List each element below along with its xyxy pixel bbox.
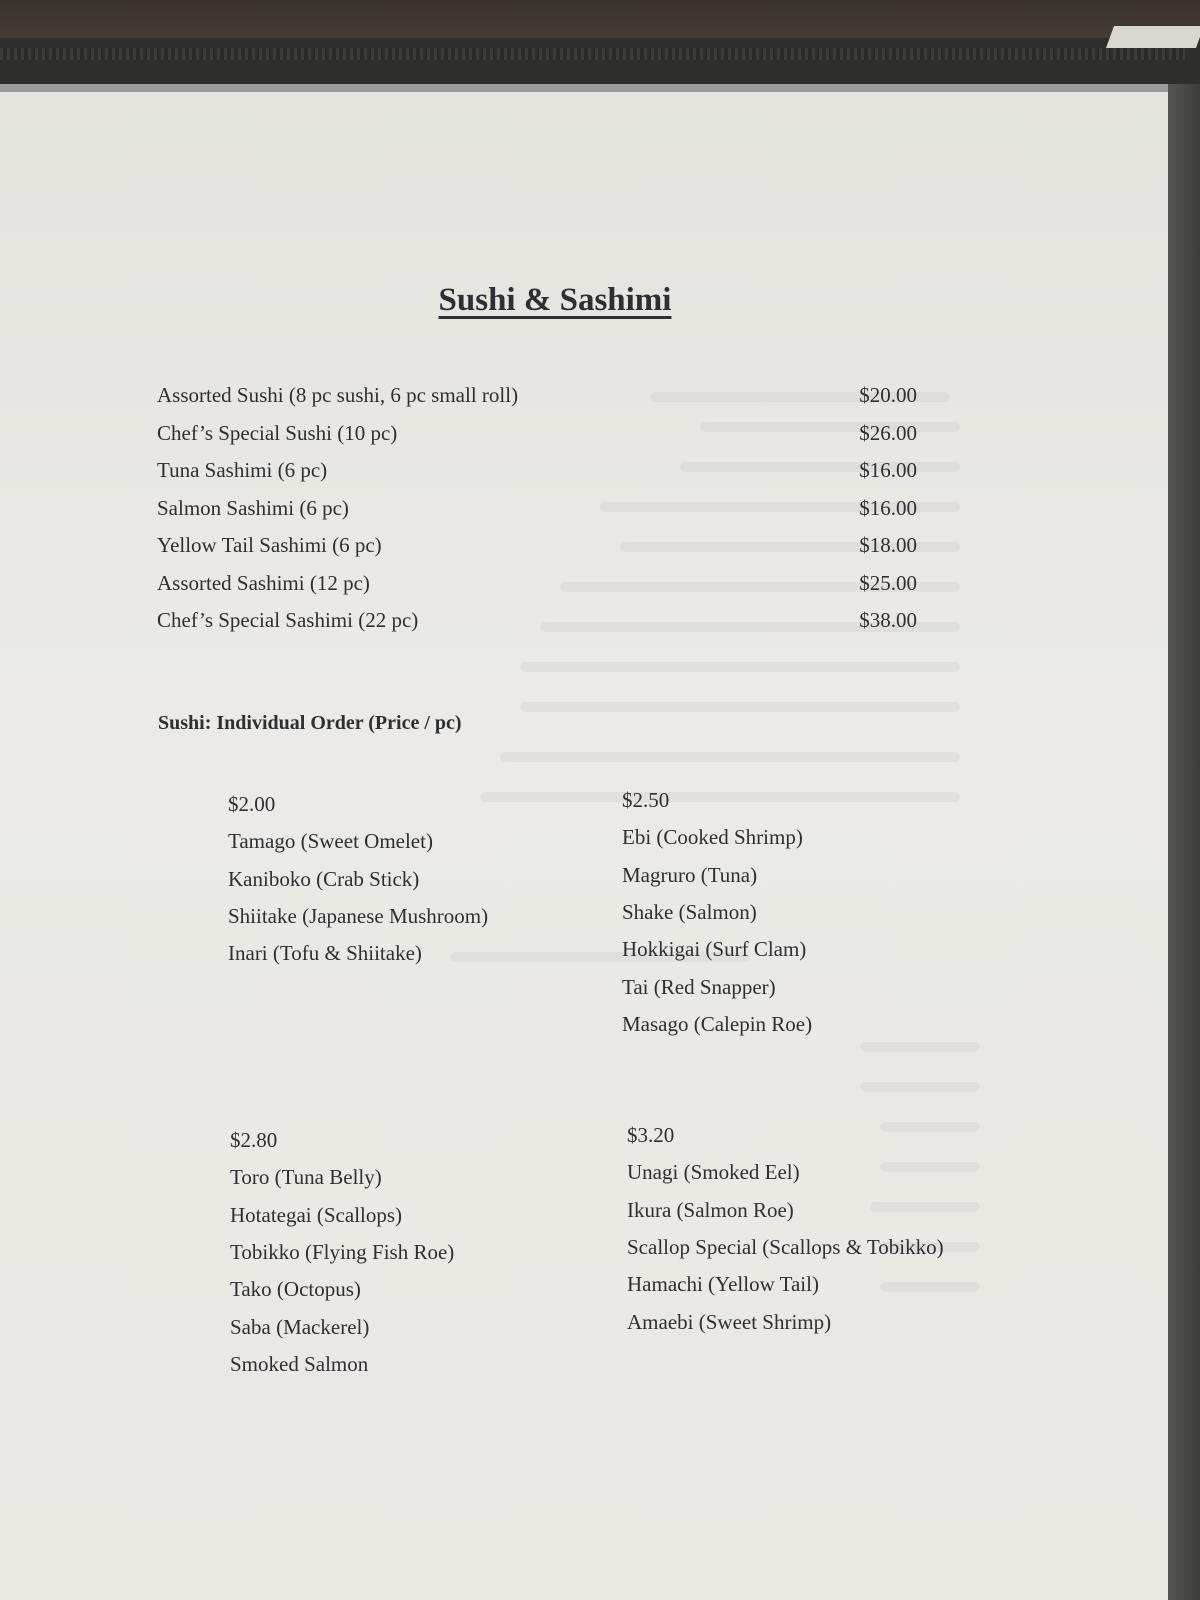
combo-price: $18.00 — [859, 533, 917, 558]
combo-price: $16.00 — [859, 495, 917, 520]
list-item: Tai (Red Snapper) — [622, 974, 776, 999]
list-item: Magruro (Tuna) — [622, 862, 758, 887]
list-item: Shiitake (Japanese Mushroom) — [228, 904, 489, 929]
combo-row — [157, 602, 917, 640]
menu-page — [0, 84, 1168, 1600]
list-item: Shake (Salmon) — [622, 900, 757, 925]
combo-price: $20.00 — [859, 383, 917, 408]
list-item: Hokkigai (Surf Clam) — [622, 937, 807, 962]
list-item: Amaebi (Sweet Shrimp) — [627, 1309, 832, 1334]
list-item: Smoked Salmon — [230, 1351, 369, 1376]
price-group-3-20 — [627, 1117, 944, 1341]
group-price: $2.80 — [230, 1128, 278, 1153]
list-item: Hamachi (Yellow Tail) — [627, 1272, 819, 1297]
list-item: Ebi (Cooked Shrimp) — [622, 825, 803, 850]
price-group-2-50 — [622, 782, 812, 1043]
list-item: Hotategai (Scallops) — [230, 1202, 403, 1227]
binder-spine — [1168, 84, 1200, 1600]
list-item: Toro (Tuna Belly) — [230, 1165, 382, 1190]
combo-row — [157, 565, 917, 603]
list-item: Masago (Calepin Roe) — [622, 1011, 813, 1036]
list-item: Tako (Octopus) — [230, 1277, 361, 1302]
combo-row — [157, 527, 917, 565]
binder-stitching — [0, 48, 1185, 60]
group-price: $2.50 — [622, 788, 670, 813]
list-item: Kaniboko (Crab Stick) — [228, 866, 420, 891]
combo-row — [157, 452, 917, 490]
combo-name: Chef’s Special Sushi (10 pc) — [157, 420, 398, 445]
combo-list — [157, 377, 917, 640]
combo-name: Assorted Sashimi (12 pc) — [157, 570, 370, 595]
list-item: Inari (Tofu & Shiitake) — [228, 941, 422, 966]
list-item: Ikura (Salmon Roe) — [627, 1197, 794, 1222]
combo-name: Assorted Sushi (8 pc sushi, 6 pc small roll) — [157, 383, 519, 408]
combo-price: $25.00 — [859, 570, 917, 595]
list-item: Scallop Special (Scallops & Tobikko) — [627, 1235, 944, 1260]
combo-name: Tuna Sashimi (6 pc) — [157, 458, 328, 483]
combo-row — [157, 490, 917, 528]
list-item: Saba (Mackerel) — [230, 1314, 370, 1339]
combo-price: $16.00 — [859, 458, 917, 483]
page-title: Sushi & Sashimi — [438, 282, 672, 318]
combo-row — [157, 377, 917, 415]
combo-name: Yellow Tail Sashimi (6 pc) — [157, 533, 382, 558]
combo-name: Chef’s Special Sashimi (22 pc) — [157, 608, 419, 633]
combo-price: $26.00 — [859, 420, 917, 445]
list-item: Tobikko (Flying Fish Roe) — [230, 1240, 455, 1265]
combo-price: $38.00 — [859, 608, 917, 633]
combo-name: Salmon Sashimi (6 pc) — [157, 495, 349, 520]
group-price: $3.20 — [627, 1123, 675, 1148]
combo-row — [157, 415, 917, 453]
price-group-2-00 — [228, 786, 488, 972]
list-item: Unagi (Smoked Eel) — [627, 1160, 800, 1185]
price-group-2-80 — [230, 1122, 454, 1383]
individual-order-heading: Sushi: Individual Order (Price / pc) — [158, 712, 462, 734]
next-page-corner — [1106, 26, 1200, 48]
list-item: Tamago (Sweet Omelet) — [228, 829, 433, 854]
group-price: $2.00 — [228, 792, 276, 817]
